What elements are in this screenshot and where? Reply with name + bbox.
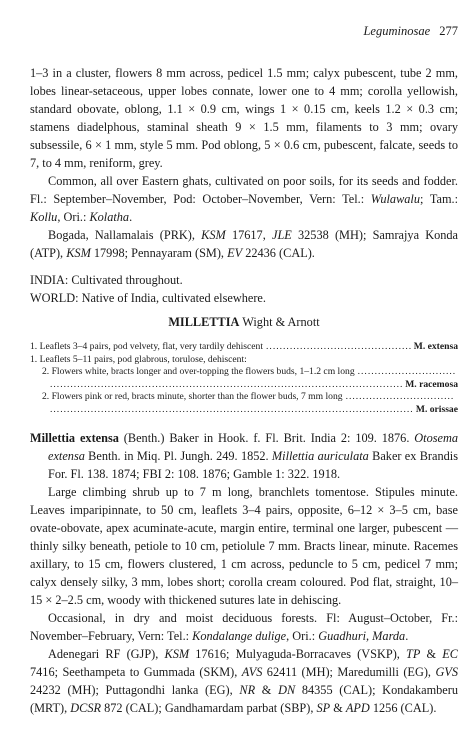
key-line-1: 1. Leaflets 3–4 pairs, pod velvety, flat, very tardily dehiscent ..... M. extensa <box>30 341 458 354</box>
species-description: Large climbing shrub up to 7 m long, branchlets tomentose. Stipules minute. Leaves imparipinnate, to 50 cm, leaflets 3–4 pairs, opposite, 6–12 × 3–5 cm, base ovate-obovate, apex acuminate-acute, margin entire, terminal one larger, pubescent — thinly silky beneath, petiole to 10 cm, petiolule 7 mm. Bracts linear, minute. Racemes axillary, to 15 cm, flowers clustered, 1 cm across, peduncle to 5 cm, pedicel 7 mm; calyx densely silky, 3 mm, lobes short; corolla cream coloured. Pod flat, straight, 10–15 × 2–2.5 cm, woody with thickened sutures late in dehiscing. <box>30 485 458 607</box>
species-specimens-paragraph: Adenegari RF (GJP), KSM 17616; Mulyaguda-Borracaves (VSKP), TP & EC 7416; Seethampeta to Gummada (SKM), AVS 62411 (MH); Maredumilli (EG), GVS 24232 (MH); Puttagondhi lanka (EG), NR & DN 84355 (CAL); Kondakamberu (MRT), DCSR 872 (CAL); Gandhamardam parbat (SBP), SP & APD 1256 (CAL). <box>30 647 458 715</box>
identification-key <box>30 341 458 416</box>
genus-name: MILLETTIA <box>168 315 240 329</box>
key-line-4-result: ..... M. orissae <box>30 404 458 417</box>
running-header <box>363 22 458 40</box>
key-line-2: 1. Leaflets 5–11 pairs, pod glabrous, torulose, dehiscent: <box>30 353 247 365</box>
occurrence-paragraph: Occasional, in dry and moist deciduous forests. Fl: August–October, Fr.: November–February, Vern: Tel.: Kondalange dulige, Ori.: Guadhuri, Marda. <box>30 611 458 643</box>
page-number: 277 <box>439 24 458 38</box>
genus-heading <box>30 313 458 331</box>
key-line-4: 2. Flowers pink or red, bracts minute, shorter than the flower buds, 7 mm long ..... <box>30 391 458 404</box>
india-line: INDIA: Cultivated throughout. <box>30 273 183 287</box>
description-continued: 1–3 in a cluster, flowers 8 mm across, pedicel 1.5 mm; calyx pubescent, tube 2 mm, lobes linear-setaceous, upper lobes connate, lower one to 4 mm; corolla yellowish, standard obovate, oblong, 1.1 × 0.9 cm, wings 1 × 0.15 cm, keels 1.2 × 0.3 cm; stamens diadelphous, staminal sheath 9 × 1.5 mm, filaments to 3 mm; ovary subsessile, 6 × 1 mm, style 5 mm. Pod oblong, 5 × 0.6 cm, pubescent, falcate, seeds to 7, to 4 mm, reniform, grey. <box>30 66 458 170</box>
world-line: WORLD: Native of India, cultivated elsewhere. <box>30 291 266 305</box>
page-body <box>30 64 458 717</box>
genus-authors: Wight & Arnott <box>242 315 320 329</box>
specimens-paragraph: Bogada, Nallamalais (PRK), KSM 17617, JLE 32538 (MH); Samrajya Konda (ATP), KSM 17998; Pennayaram (SM), EV 22436 (CAL). <box>30 228 459 260</box>
key-line-3-result: ..... M. racemosa <box>30 379 458 392</box>
distribution-paragraph: Common, all over Eastern ghats, cultivated on poor soils, for its seeds and fodder. Fl.: September–November, Pod: October–November, Vern: Tel.: Wulawalu; Tam.: Kollu, Ori.: Kolatha. <box>30 174 458 224</box>
section-title: Leguminosae <box>363 24 431 38</box>
species-citation: Millettia extensa (Benth.) Baker in Hook. f. Fl. Brit. India 2: 109. 1876. Otosema extensa Benth. in Miq. Pl. Jungh. 249. 1852. Millettia auriculata Baker ex Brandis For. Fl. 138. 1874; FBI 2: 108. 1876; Gamble 1: 322. 1918. <box>30 431 459 481</box>
key-line-3: 2. Flowers white, bracts longer and over-topping the flowers buds, 1–1.2 cm long ..... <box>30 366 458 379</box>
